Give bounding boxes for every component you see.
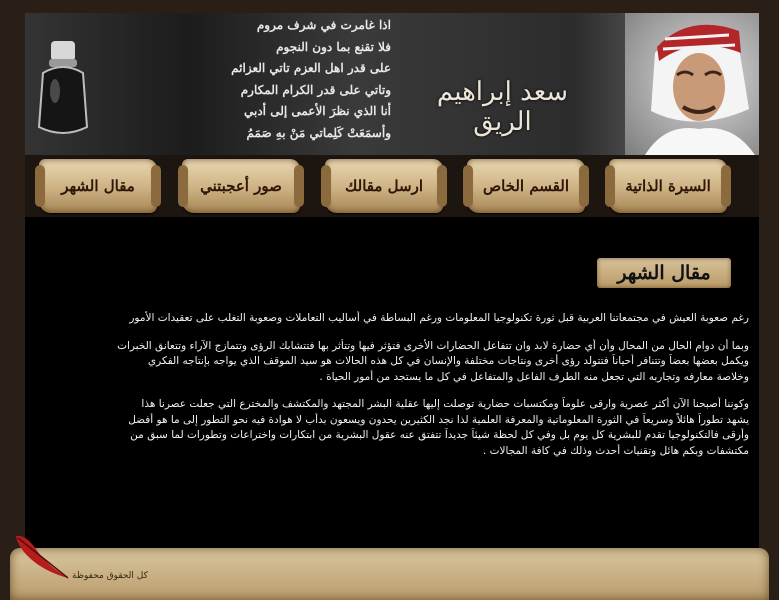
poem-line: على قدر اهل العزم تاتي العزائم: [231, 61, 391, 75]
poem-line: فلا تقنع بما دون النجوم: [276, 39, 391, 54]
nav-label: القسم الخاص: [482, 177, 570, 195]
poem-line: وتاتي على قدر الكرام المكارم: [240, 82, 391, 97]
nav-item-photos[interactable]: [182, 159, 300, 213]
article-body: [45, 311, 749, 471]
copyright-text: كل الحقوق محفوظة: [72, 571, 148, 581]
article-line: رغم صعوبة العيش في مجتمعاتنا العربية قبل ثورة تكنولوجيا المعلومات ورغم البساطة في أساليب التعاملات وصعوبة التغلب على تعقيدات الأمور: [129, 312, 749, 324]
nav-item-article-of-month[interactable]: [39, 159, 157, 213]
poem-line: اذا غامرت في شرف مروم: [256, 18, 391, 32]
nav-label: السيرة الذاتية: [625, 177, 711, 195]
nav-item-send-article[interactable]: [325, 159, 443, 213]
nav-item-biography[interactable]: [609, 159, 727, 213]
article-line: وبما أن دوام الحال من المحال وأن أي حضارة لابد وان تتفاعل الحضارات الأخرى فتؤثر فيها وتتأثر بها فتتشابك الرؤى وتتمازج الآراء وتتعانق الخبرات: [117, 339, 749, 352]
nav-label: مقال الشهر: [61, 177, 135, 195]
article-line: وخلاصة معارفه وتجاربه التي تجعل منه الطرف الفاعل والمتفاعل في كل ما يستجد من أمور الحياة .: [319, 370, 749, 383]
nav-label: ارسل مقالك: [345, 177, 423, 195]
article-line: وكوننا أصبحنا الآن أكثر عصرية وارقى علوماً ومكتسبات حضارية توصلت إليها عقلية البشر المجتهد والمكتشف والمخترع التي جعلت عصرنا هذا: [141, 398, 749, 410]
ink-bottle-icon: [35, 39, 91, 139]
poem-line: أنا الذي نظرَ الأعمى إلى أدبي: [244, 104, 391, 118]
article-paragraph: [45, 339, 749, 386]
main-nav: [25, 155, 759, 217]
site-name: سعد إبراهيم الريق: [436, 77, 569, 137]
nav-label: صور أعجبتني: [200, 177, 282, 195]
header-poem: [201, 15, 391, 144]
portrait: [625, 13, 759, 155]
header-banner: [25, 13, 759, 155]
article-line: ويكمل بعضها بعضاً وتتنافر أحياناً فتتولد رؤى أخرى ونتاجات مختلفة والإنسان في كل هذه الحالات هو سيد الموقف الذي يواجه بإنتاجه الفكري: [147, 355, 749, 367]
article-line: يشهد تطوراً هائلاً وسريعاً في الثورة المعلوماتية والمعرفة العلمية لذا نجد الكثيرين يحدون ويسعون بدأب لا هوادة فيه نحو التطور إلى ما هو أفضل: [128, 413, 749, 426]
section-title: [597, 258, 731, 288]
page-frame: [25, 13, 759, 600]
quill-icon: [12, 532, 72, 582]
article-paragraph: [45, 397, 749, 459]
poem-line: وأسمَعَتْ كَلِماتي مَنْ بهِ صَمَمُ: [246, 125, 391, 140]
person-icon: [625, 13, 759, 155]
article-line: وأرقى فالتكنولوجيا تقدم للبشرية كل يوم بل وفي كل لحظة شيئاً جديداً تتفتق عنه عقول البشرية من ابتكارات واختراعات وتطورات لما سبق من: [130, 429, 749, 441]
section-title-text: مقال الشهر: [617, 262, 711, 284]
article-paragraph: [45, 311, 749, 327]
article-line: مكتشفات وبكم هائل وتقنيات أحدث وذلك في كافة المجالات .: [482, 444, 749, 457]
nav-item-private-section[interactable]: [467, 159, 585, 213]
